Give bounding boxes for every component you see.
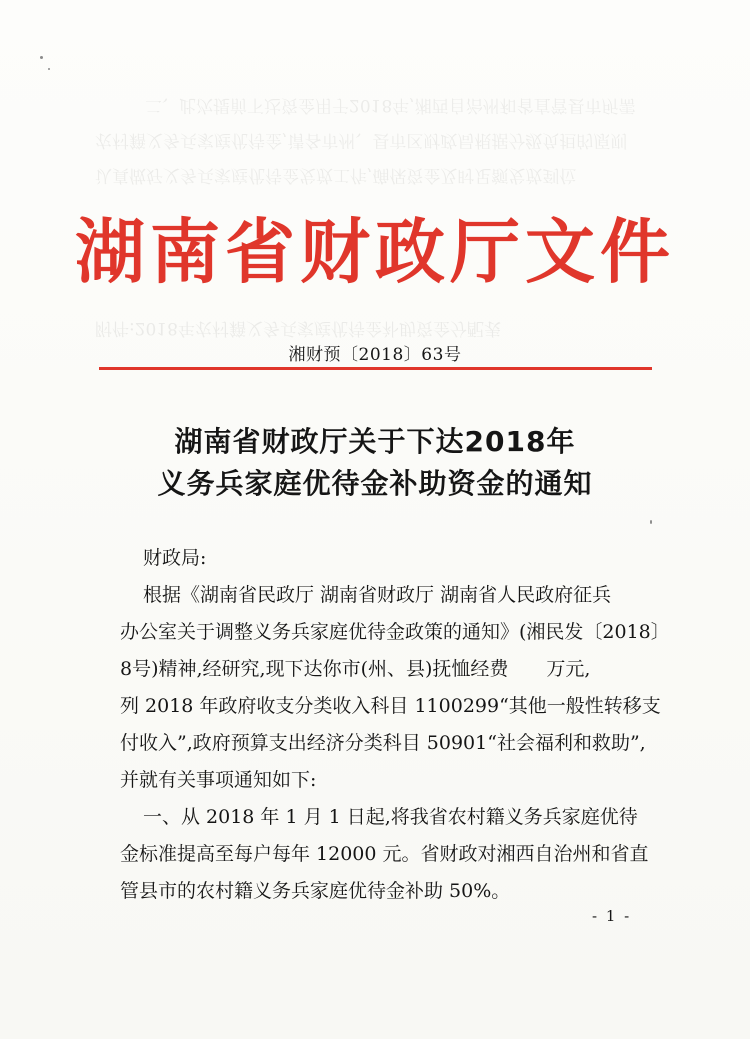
body-line: 并就有关事项通知如下: xyxy=(120,769,317,791)
scan-speck xyxy=(48,68,50,70)
body-line: 一、从 2018 年 1 月 1 日起,将我省农村籍义务兵家庭优待 xyxy=(143,806,638,828)
notice-title-line-2: 义务兵家庭优待金补助资金的通知 xyxy=(157,467,593,500)
show-through-line: 农村籍义务兵家庭优待金,请各市州、县市区财政局根据分级负担的原则 xyxy=(95,130,628,150)
body-line: 付收入”,政府预算支出经济分类科目 50901“社会福利和救助”, xyxy=(120,732,646,754)
show-through-line: 二、此次提前下达资金用于2018年,湘西自治州和省直管县市所需 xyxy=(145,95,636,115)
body-line: 列 2018 年政府收支分类收入科目 1100299“其他一般性转移支 xyxy=(120,695,661,717)
document-number: 湘财预〔2018〕63号 xyxy=(288,345,462,365)
show-through-line: 附件:2018年农村籍义务兵家庭优待金补助资金分配表 xyxy=(95,318,501,338)
show-through-line: 认真做好义务兵家庭优待金发放工作,确保资金及时足额发放到位 xyxy=(95,165,577,185)
scan-speck xyxy=(650,520,652,524)
body-line: 根据《湖南省民政厅 湖南省财政厅 湖南省人民政府征兵 xyxy=(143,584,612,606)
notice-title-line-1: 湖南省财政厅关于下达2018年 xyxy=(174,425,576,458)
salutation: 财政局: xyxy=(143,547,207,569)
body-line: 办公室关于调整义务兵家庭优待金政策的通知》(湘民发〔2018〕 xyxy=(120,621,670,643)
scan-speck xyxy=(40,56,43,59)
red-separator-line xyxy=(99,367,652,370)
body-line: 金标准提高至每户每年 12000 元。省财政对湘西自治州和省直 xyxy=(120,843,649,865)
body-line: 8号)精神,经研究,现下达你市(州、县)抚恤经费 万元, xyxy=(120,658,591,680)
document-header-title: 湖南省财政厅文件 xyxy=(75,211,675,293)
body-line: 管县市的农村籍义务兵家庭优待金补助 50%。 xyxy=(120,880,511,902)
page-number: - 1 - xyxy=(592,907,632,925)
